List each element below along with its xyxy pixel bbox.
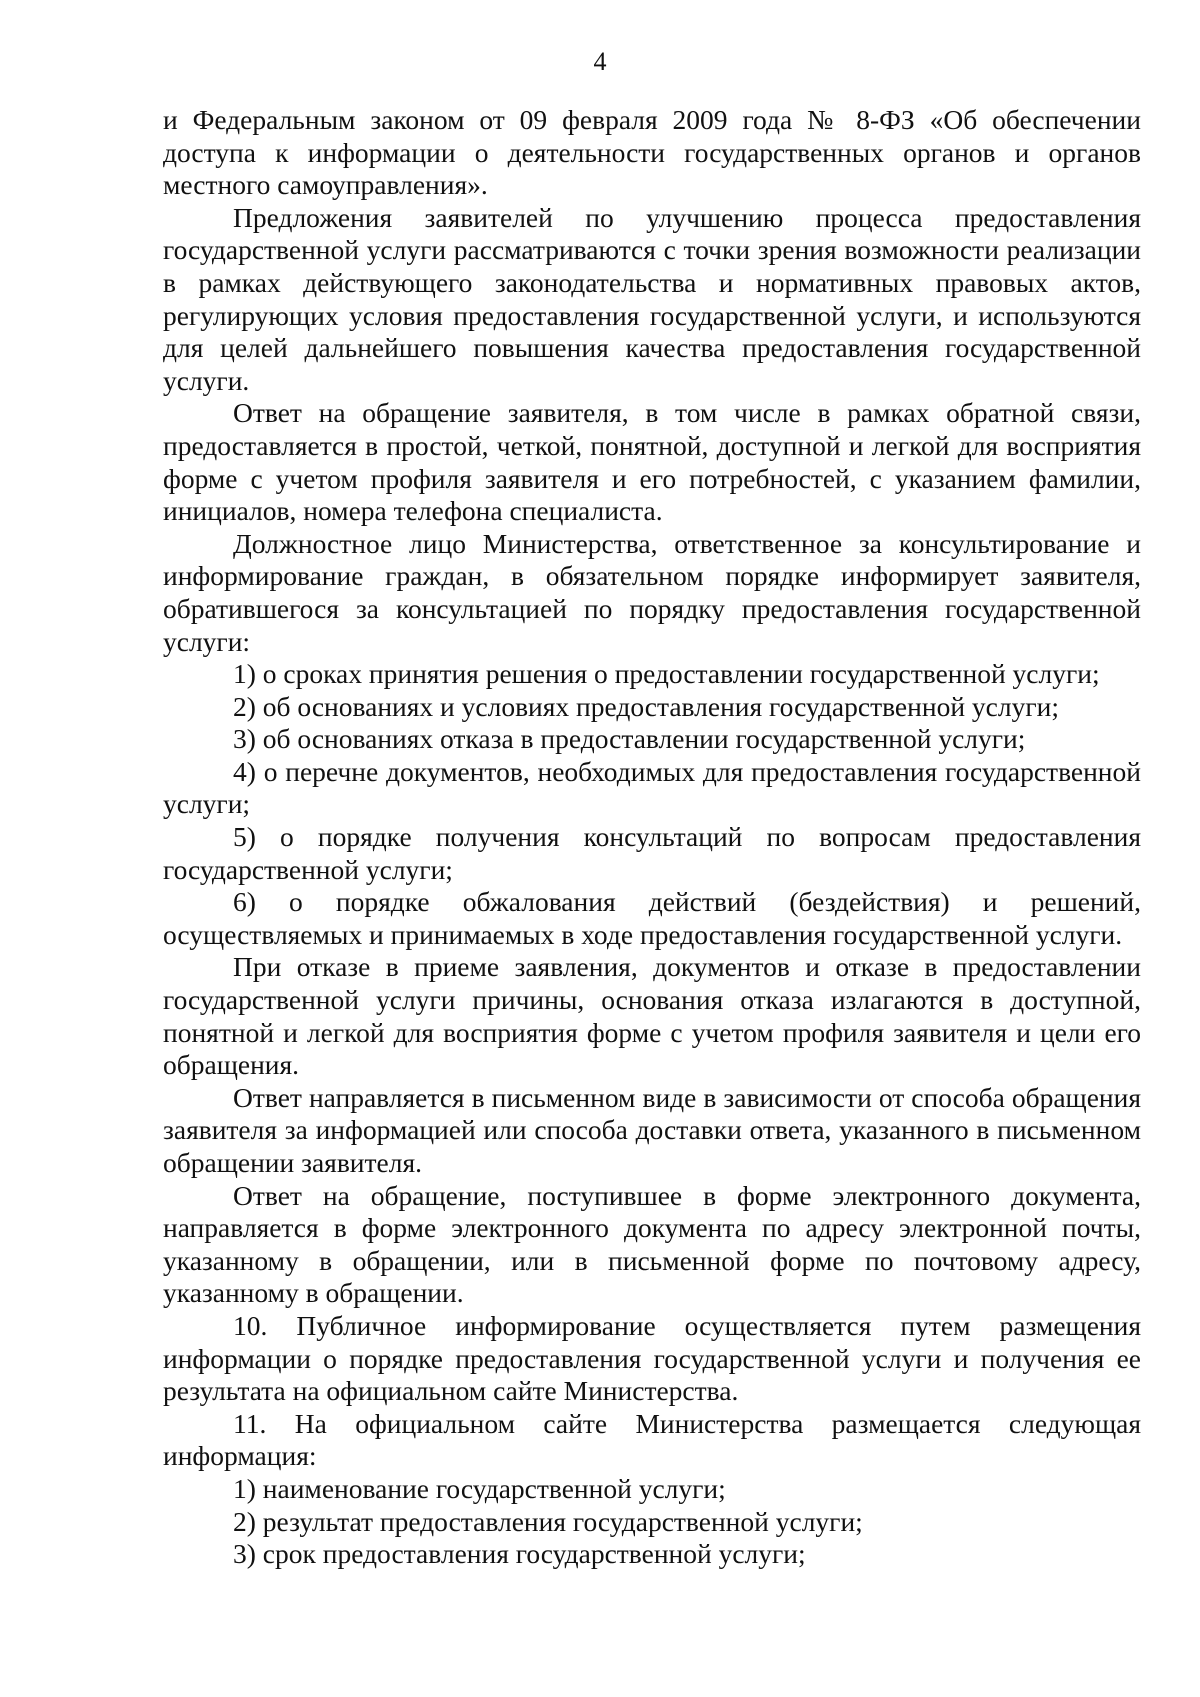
paragraph-response-form: Ответ на обращение заявителя, в том числе в рамках обратной связи, предоставляется в простой, четкой, понятной, доступной и легкой для восприятия форме с учетом профиля заявителя и его потребностей, с указанием фамилии, инициалов, номера телефона специалиста.	[163, 397, 1141, 527]
list-item-service-name: 1) наименование государственной услуги;	[233, 1472, 726, 1504]
list-item-decision-terms: 1) о сроках принятия решения о предоставлении государственной услуги;	[233, 658, 1100, 690]
paragraph-website-information: 11. На официальном сайте Министерства размещается следующая информация:	[163, 1407, 1141, 1472]
paragraph-written-response: Ответ направляется в письменном виде в зависимости от способа обращения заявителя за информацией или способа доставки ответа, указанного в письменном обращении заявителя.	[163, 1081, 1141, 1178]
document-body	[163, 104, 1141, 1571]
paragraph-electronic-response: Ответ на обращение, поступившее в форме электронного документа, направляется в форме электронного документа по адресу электронной почты, указанному в обращении, или в письменной форме по почтовому адресу, указанному в обращении.	[163, 1179, 1141, 1309]
list-item-grounds-conditions: 2) об основаниях и условиях предоставления государственной услуги;	[233, 690, 1059, 722]
page-number: 4	[593, 47, 607, 76]
list-item-refusal-grounds: 3) об основаниях отказа в предоставлении государственной услуги;	[233, 723, 1026, 755]
list-item-service-term: 3) срок предоставления государственной услуги;	[233, 1538, 806, 1570]
list-item-service-result: 2) результат предоставления государственной услуги;	[233, 1505, 863, 1537]
list-item-documents-list: 4) о перечне документов, необходимых для предоставления государственной услуги;	[163, 755, 1141, 820]
paragraph-official-informs: Должностное лицо Министерства, ответственное за консультирование и информирование граждан, в обязательном порядке информирует заявителя, обратившегося за консультацией по порядку предоставления государственной услуги:	[163, 527, 1141, 657]
list-item-appeal-procedure: 6) о порядке обжалования действий (бездействия) и решений, осуществляемых и принимаемых в ходе предоставления государственной услуги.	[163, 886, 1141, 950]
paragraph-applicant-proposals: Предложения заявителей по улучшению процесса предоставления государственной услуги рассматриваются с точки зрения возможности реализации в рамках действующего законодательства и нормативных правовых актов, регулирующих условия предоставления государственной услуги, и используются для целей дальнейшего повышения качества предоставления государственной услуги.	[163, 201, 1141, 396]
paragraph-public-informing: 10. Публичное информирование осуществляется путем размещения информации о порядке предоставления государственной услуги и получения ее результата на официальном сайте Министерства.	[163, 1309, 1141, 1407]
list-item-consultation-procedure: 5) о порядке получения консультаций по вопросам предоставления государственной услуги;	[163, 821, 1141, 885]
paragraph-refusal-reasons: При отказе в приеме заявления, документов и отказе в предоставлении государственной услуги причины, основания отказа излагаются в доступной, понятной и легкой для восприятия форме с учетом профиля заявителя и цели его обращения.	[163, 951, 1141, 1081]
paragraph-federal-law-continuation: и Федеральным законом от 09 февраля 2009 года № 8-ФЗ «Об обеспечении доступа к информации о деятельности государственных органов и органов местного самоуправления».	[163, 104, 1141, 201]
